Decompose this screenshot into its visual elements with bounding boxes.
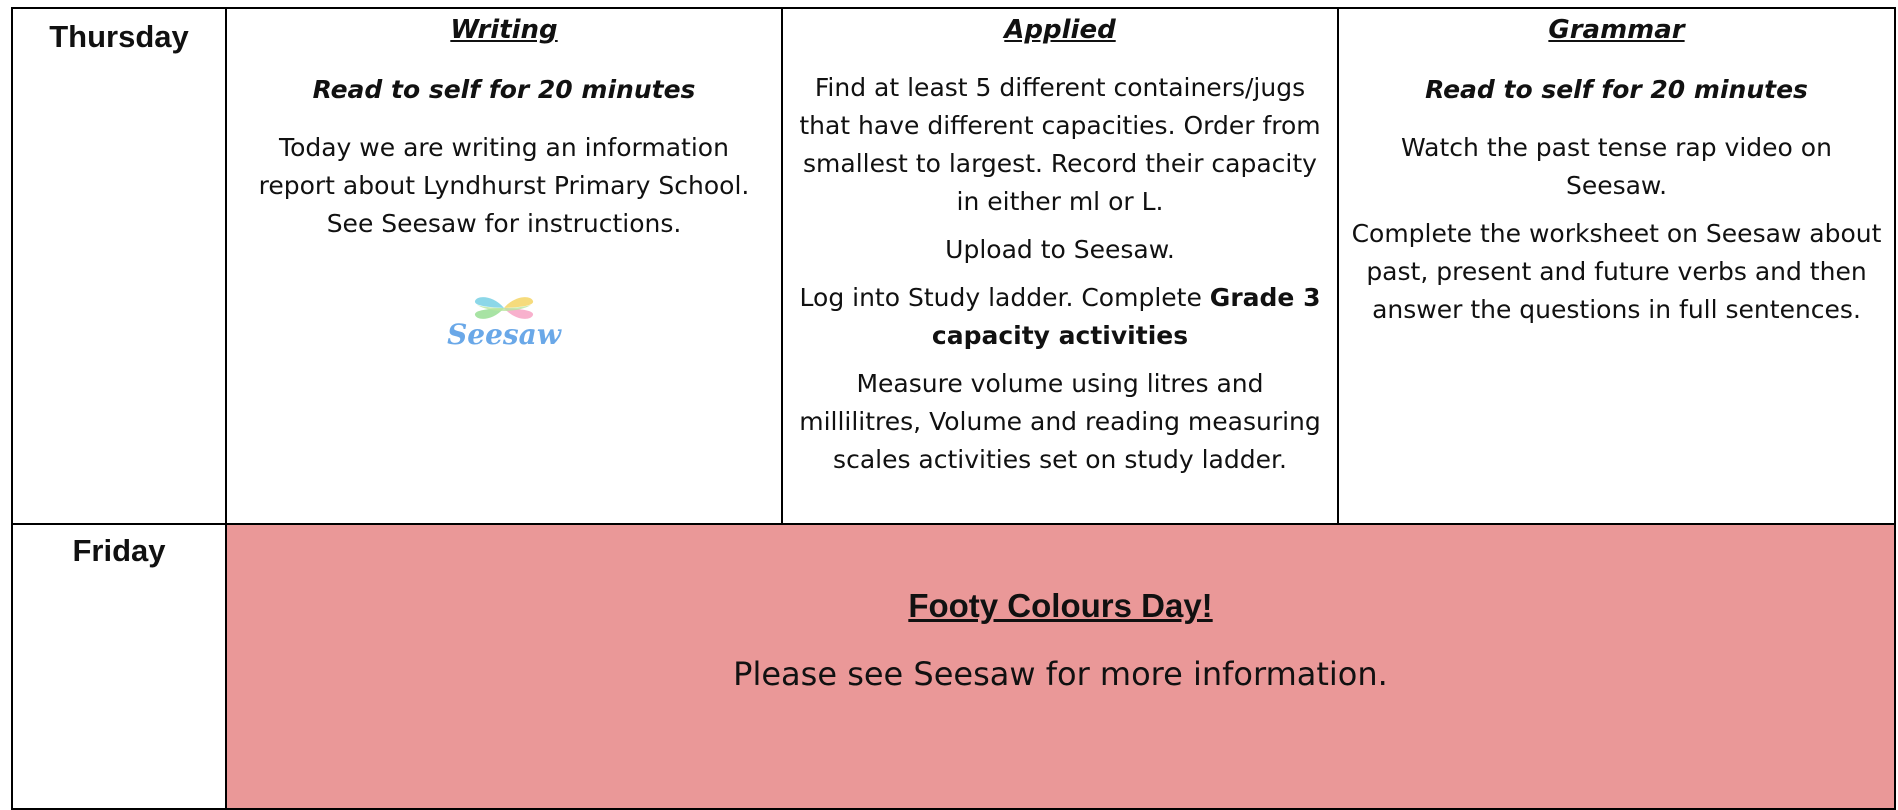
grammar-read-to-self: Read to self for 20 minutes bbox=[1425, 75, 1808, 104]
writing-cell bbox=[226, 8, 782, 524]
writing-read-to-self: Read to self for 20 minutes bbox=[312, 75, 696, 104]
writing-heading: Writing bbox=[450, 15, 558, 45]
thursday-row bbox=[12, 8, 1895, 524]
applied-task-containers: Find at least 5 different containers/jugs that have different capacities. Order from smallest to largest. Record their capacity in either ml or L. bbox=[799, 73, 1321, 216]
thursday-day-cell bbox=[12, 8, 226, 524]
grammar-heading: Grammar bbox=[1548, 15, 1685, 45]
grammar-cell bbox=[1338, 8, 1895, 524]
day-label-friday: Friday bbox=[72, 533, 166, 568]
applied-task-study-ladder-bold: Grade 3 capacity activities bbox=[931, 283, 1321, 350]
applied-task-study-ladder bbox=[793, 279, 1327, 355]
grammar-task-worksheet: Complete the worksheet on Seesaw about past, present and future verbs and then answer the questions in full sentences. bbox=[1351, 219, 1882, 324]
weekly-schedule-table bbox=[11, 7, 1896, 810]
friday-day-cell bbox=[12, 524, 226, 809]
day-label-thursday: Thursday bbox=[49, 19, 189, 54]
grammar-task-video: Watch the past tense rap video on Seesaw. bbox=[1401, 133, 1832, 200]
seesaw-logo-text: Seesaw bbox=[447, 318, 561, 351]
applied-task-upload: Upload to Seesaw. bbox=[945, 235, 1175, 264]
applied-task-measure-volume: Measure volume using litres and millilitres, Volume and reading measuring scales activities set on study ladder. bbox=[799, 369, 1321, 474]
applied-heading: Applied bbox=[1004, 15, 1116, 45]
banner-text: Please see Seesaw for more information. bbox=[733, 655, 1388, 693]
applied-cell bbox=[782, 8, 1338, 524]
banner-title: Footy Colours Day! bbox=[908, 587, 1213, 624]
writing-instructions: Today we are writing an information report about Lyndhurst Primary School. See Seesaw for instructions. bbox=[258, 133, 750, 238]
friday-row bbox=[12, 524, 1895, 809]
seesaw-logo bbox=[447, 293, 561, 349]
footy-colours-banner bbox=[226, 524, 1895, 809]
applied-task-study-ladder-prefix: Log into Study ladder. Complete bbox=[799, 283, 1210, 312]
